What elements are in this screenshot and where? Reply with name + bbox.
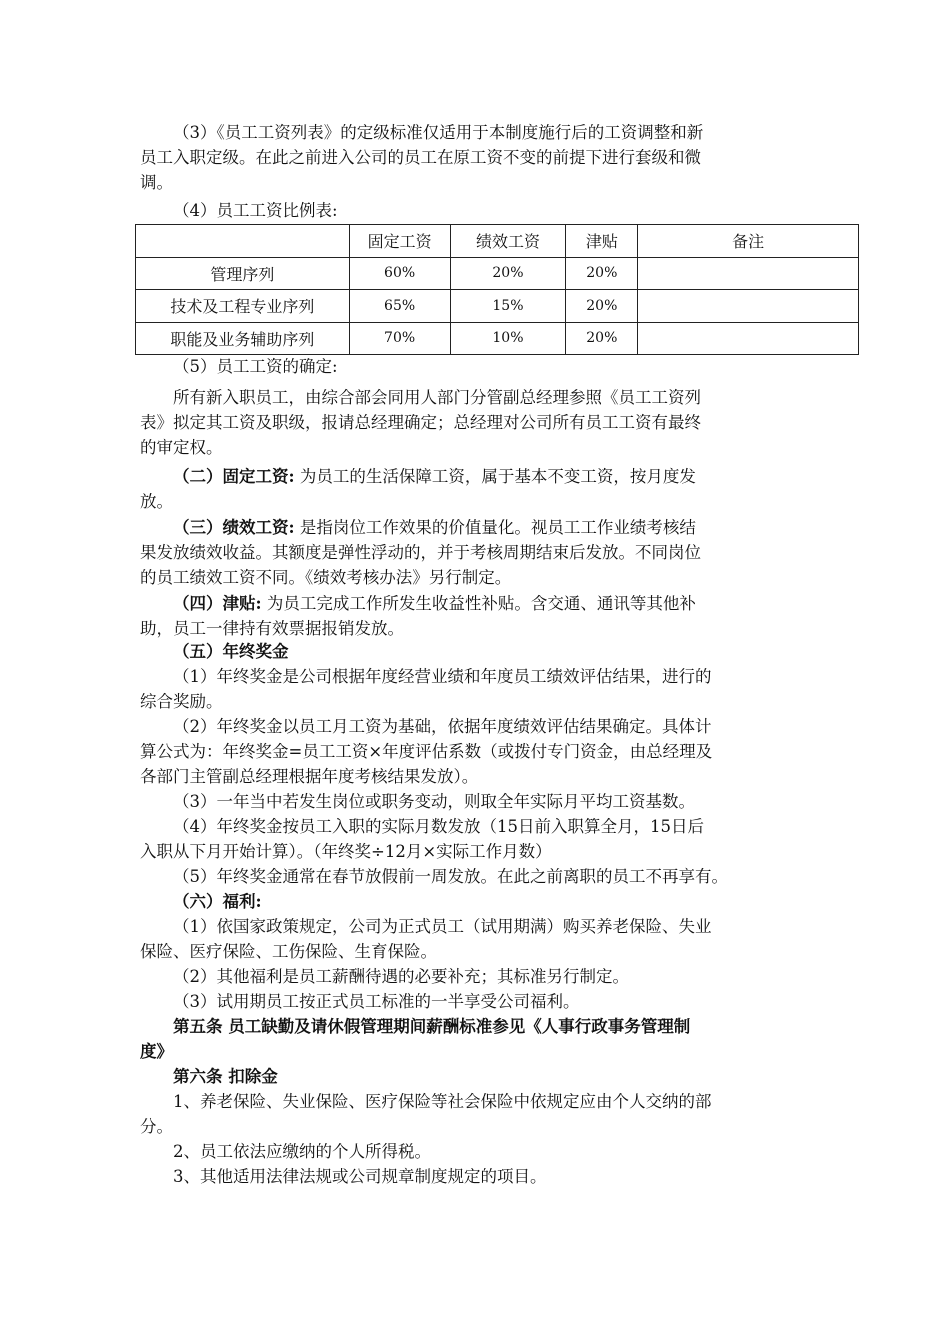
bonus-item-4: （4）年终奖金按员工入职的实际月数发放（15日前入职算全月，15日后 入职从下月开始计算）。（年终奖÷12月×实际工作月数） xyxy=(140,817,704,861)
table-caption: （4）员工工资比例表: xyxy=(173,201,338,220)
fixed-pct: 70% xyxy=(349,322,450,355)
performance-salary-section xyxy=(140,515,820,590)
allowance-section xyxy=(140,591,820,641)
row-name: 职能及业务辅助序列 xyxy=(136,322,350,355)
table-row xyxy=(136,257,859,290)
header-cell: 绩效工资 xyxy=(450,225,566,258)
salary-ratio-table xyxy=(135,224,859,355)
allowance-label: （四）津贴: xyxy=(173,594,262,613)
allowance-pct: 20% xyxy=(566,257,638,290)
header-cell: 固定工资 xyxy=(349,225,450,258)
deduction-item-3: 3、其他适用法律法规或公司规章制度规定的项目。 xyxy=(173,1167,547,1186)
row-name: 管理序列 xyxy=(136,257,350,290)
fixed-pct: 65% xyxy=(349,290,450,323)
bonus-item-2: （2）年终奖金以员工月工资为基础，依据年度绩效评估结果确定。具体计 算公式为：年终奖金=员工工资×年度评估系数（或拨付专门资金，由总经理及 各部门主管副总经理根据年度考核结果发放）。 xyxy=(140,717,713,786)
bonus-item-1: （1）年终奖金是公司根据年度经营业绩和年度员工绩效评估结果，进行的 综合奖励。 xyxy=(140,667,712,711)
fixed-pct: 60% xyxy=(349,257,450,290)
fixed-salary-label: （二）固定工资: xyxy=(173,467,295,486)
bonus-item-3: （3）一年当中若发生岗位或职务变动，则取全年实际月平均工资基数。 xyxy=(173,792,695,811)
welfare-item-3: （3）试用期员工按正式员工标准的一半享受公司福利。 xyxy=(173,992,580,1011)
perf-pct: 10% xyxy=(450,322,566,355)
perf-pct: 20% xyxy=(450,257,566,290)
welfare-item-2: （2）其他福利是员工薪酬待遇的必要补充；其标准另行制定。 xyxy=(173,967,629,986)
header-cell: 备注 xyxy=(638,225,859,258)
row-name: 技术及工程专业序列 xyxy=(136,290,350,323)
header-cell: 津贴 xyxy=(566,225,638,258)
allowance-pct: 20% xyxy=(566,322,638,355)
salary-determination-title: （5）员工工资的确定: xyxy=(173,357,338,376)
table-row xyxy=(136,290,859,323)
performance-salary-text: 是指岗位工作效果的价值量化。视员工工作业绩考核结 果发放绩效收益。其额度是弹性浮动的，并于考核周期结束后发放。不同岗位 的员工绩效工资不同。《绩效考核办法》另行制定。 xyxy=(140,518,701,587)
table-row xyxy=(136,322,859,355)
note-cell xyxy=(638,322,859,355)
note-cell xyxy=(638,290,859,323)
deduction-item-2: 2、员工依法应缴纳的个人所得税。 xyxy=(173,1142,431,1161)
allowance-pct: 20% xyxy=(566,290,638,323)
header-cell xyxy=(136,225,350,258)
welfare-item-1: （1）依国家政策规定，公司为正式员工（试用期满）购买养老保险、失业 保险、医疗保险、工伤保险、生育保险。 xyxy=(140,917,712,961)
para-level-standard: （3）《员工工资列表》的定级标准仅适用于本制度施行后的工资调整和新 员工入职定级。在此之前进入公司的员工在原工资不变的前提下进行套级和微 调。 xyxy=(140,123,704,192)
performance-salary-label: （三）绩效工资: xyxy=(173,518,295,537)
article-6-title: 第六条 扣除金 xyxy=(173,1067,278,1086)
note-cell xyxy=(638,257,859,290)
article-5: 第五条 员工缺勤及请休假管理期间薪酬标准参见《人事行政事务管理制 度》 xyxy=(140,1017,691,1061)
table-header-row xyxy=(136,225,859,258)
deduction-item-1: 1、养老保险、失业保险、医疗保险等社会保险中依规定应由个人交纳的部 分。 xyxy=(140,1092,712,1136)
fixed-salary-section xyxy=(140,464,820,514)
salary-determination-body: 所有新入职员工，由综合部会同用人部门分管副总经理参照《员工工资列 表》拟定其工资及职级，报请总经理确定；总经理对公司所有员工工资有最终 的审定权。 xyxy=(140,388,701,457)
welfare-title: （六）福利: xyxy=(173,892,262,911)
fixed-salary-text: 为员工的生活保障工资，属于基本不变工资，按月度发 放。 xyxy=(140,467,696,511)
allowance-text: 为员工完成工作所发生收益性补贴。含交通、通讯等其他补 助，员工一律持有效票据报销发放。 xyxy=(140,594,696,638)
bonus-item-5: （5）年终奖金通常在春节放假前一周发放。在此之前离职的员工不再享有。 xyxy=(173,867,728,886)
perf-pct: 15% xyxy=(450,290,566,323)
year-end-bonus-title: （五）年终奖金 xyxy=(173,642,289,661)
